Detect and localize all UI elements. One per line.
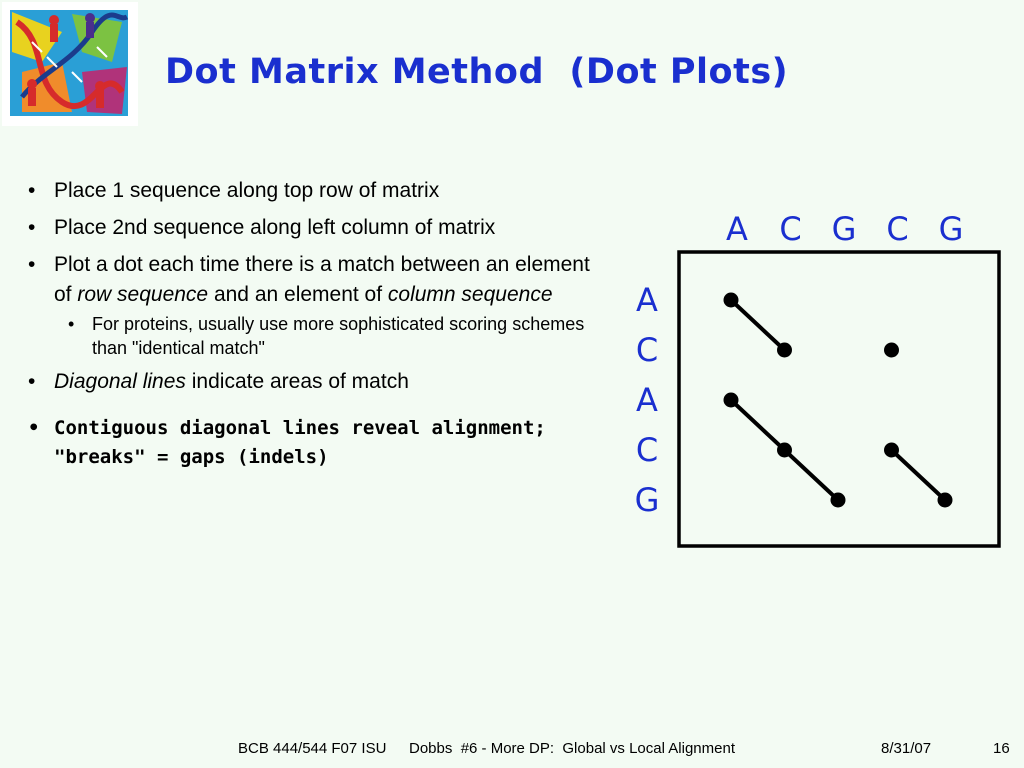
match-dot: [724, 393, 739, 408]
top-sequence-letter: A: [726, 210, 748, 248]
slide-title: Dot Matrix Method (Dot Plots): [165, 52, 789, 92]
footer: [0, 740, 1024, 760]
match-dot: [938, 493, 953, 508]
footer-page-number: 16: [993, 740, 1010, 757]
bullet-text: Place 1 sequence along top row of matrix: [54, 179, 440, 202]
dna-people-clipart-icon: [2, 2, 138, 126]
bullet-text: For proteins, usually use more sophisticated scoring schemes than "identical match": [92, 314, 585, 358]
bullet-text: Place 2nd sequence along left column of matrix: [54, 216, 496, 239]
bullet-item: [28, 250, 613, 310]
bullet-item: [28, 213, 613, 243]
footer-lecture: Dobbs #6 - More DP: Global vs Local Alignment: [409, 740, 735, 757]
bullet-item: [28, 176, 613, 206]
top-sequence-letter: G: [831, 210, 857, 248]
match-dot: [777, 343, 792, 358]
bullet-item-emphasis: [28, 414, 613, 472]
bullet-text: and an element of: [208, 283, 388, 306]
bullet-text: indicate areas of match: [185, 370, 409, 393]
diagonal-line: [785, 450, 839, 500]
footer-date: 8/31/07: [881, 740, 932, 757]
match-dot: [884, 343, 899, 358]
dot-matrix-diagram: [600, 195, 1010, 565]
diagonal-line: [731, 300, 785, 350]
bullet-list: [28, 176, 613, 479]
diagonal-line: [731, 400, 785, 450]
left-sequence-letter: C: [635, 431, 659, 469]
row-sequence-term: row sequence: [77, 283, 209, 306]
top-sequence-letter: C: [886, 210, 909, 248]
bullet-text: Contiguous diagonal lines reveal alignment; "breaks" = gaps (indels): [54, 417, 546, 468]
top-sequence-letter: G: [938, 210, 964, 248]
footer-course: BCB 444/544 F07 ISU: [238, 740, 387, 757]
bullet-item: [28, 367, 613, 397]
left-sequence-letter: A: [636, 281, 658, 319]
diagonal-lines-term: Diagonal lines: [54, 370, 186, 393]
left-sequence-letter: C: [635, 331, 659, 369]
top-sequence-letter: C: [779, 210, 802, 248]
left-sequence-letter: A: [636, 381, 658, 419]
sub-bullet-item: [28, 312, 613, 360]
left-sequence-letter: G: [634, 481, 660, 519]
column-sequence-term: column sequence: [387, 283, 553, 306]
bullet-text: Plot a dot each time there is a match between an element of: [54, 253, 590, 306]
match-dot: [777, 443, 792, 458]
diagonal-line: [892, 450, 946, 500]
match-dot: [831, 493, 846, 508]
match-dot: [724, 293, 739, 308]
match-dot: [884, 443, 899, 458]
